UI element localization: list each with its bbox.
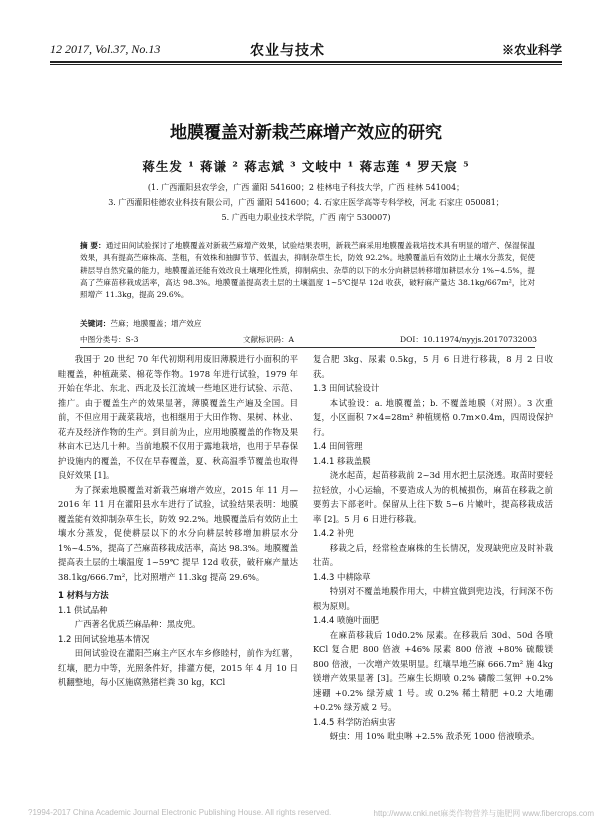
meta-divider	[80, 347, 535, 348]
section-label: ※农业科学	[501, 43, 562, 57]
body-paragraph: 浇水起苗，起苗移栽前 2~3d 用水把土层浇透。取苗时要轻拉轻放，小心运输，不要造成人为的机械损伤，麻苗在移栽之前要剪去下部老叶。保留从上往下数 5~6 片嫩叶，提高移栽成活率 [2]。5 月 6 日进行移栽。	[313, 470, 553, 524]
subsubsection-heading: 1.4.2 补兜	[313, 528, 354, 538]
doi: DOI：10.11974/nyyjs.20170732003	[400, 335, 537, 344]
body-paragraph: 我国于 20 世纪 70 年代初期利用废旧薄膜进行小面积的平畦覆盖，种植蔬菜、棉花等作物。1978 年进行试验，1979 年开始在华北、东北、西北及长江流域一些地区进行试验、示范、推广。由于覆盖生产的效果显著，薄膜覆盖生产遍及全国。目前，不但应用于蔬菜栽培，也相继用于大田作物、果树、林业、花卉及经济作物的生产。到目前为止，应用地膜覆盖的作物及果林亩木已达几十种。当前地膜不仅用于露地栽培，也用于早春保护设施内的覆盖，不仅在早春覆盖，夏、秋高温季节覆盖也取得良好效果 [1]。	[58, 354, 298, 480]
body-paragraph: 特别对不覆盖地膜作用大，中耕宜做到兜边浅，行间深不伤根为原则。	[313, 586, 553, 611]
copyright-notice: ?1994-2017 China Academic Journal Electronic Publishing House. All rights reserved.	[28, 808, 332, 817]
paper-title: 地膜覆盖对新栽苎麻增产效应的研究	[170, 123, 442, 143]
subsubsection-heading: 1.4.1 移栽盖膜	[313, 455, 371, 466]
header-rule-thick	[50, 61, 562, 63]
affiliation-line-3: 5. 广西电力职业技术学院，广西 南宁 530007)	[221, 213, 391, 222]
author-list: 蒋生发 ¹ 蒋谦 ² 蒋志斌 ³ 文岐中 ¹ 蒋志莲 ⁴ 罗天宸 ⁵	[142, 159, 470, 174]
keywords-text: 苎麻；地膜覆盖；增产效应	[110, 319, 202, 328]
running-header	[50, 34, 562, 60]
affiliation-line-1: (1. 广西灌阳县农学会，广西 灌阳 541600；2 桂林电子科技大学，广西 桂林 541004；	[147, 183, 465, 192]
subsubsection-heading: 1.4.3 中耕除草	[313, 571, 371, 582]
right-column	[313, 352, 553, 744]
affiliation-line-2: 3. 广西灌阳桂德农业科技有限公司，广西 灌阳 541600；4. 石家庄医学高等专科学校，河北 石家庄 050081；	[108, 198, 504, 207]
subsubsection-heading: 1.4.5 科学防治病虫害	[313, 716, 396, 727]
keywords-label: 关键词：	[80, 319, 111, 328]
journal-issue: 12 2017, Vol.37, No.13	[50, 42, 161, 56]
left-column	[58, 352, 298, 690]
body-paragraph: 在麻苗移栽后 10d0.2% 尿素。在移栽后 30d、50d 各喷 KCl 复合肥 800 倍液 +46% 尿素 800 倍液 +80% 硫酸镁 800 倍液，一次增产效果明显。红壤旱地苎麻 666.7m² 施 4kg 镁增产效果显著 [3]。苎麻生长期喷 0.2% 磷酸二氢钾 +0.2% 速硼 +0.2% 绿芳威 1 号。或 0.2% 稀土精肥 +0.2 大地硼 +0.2% 绿芳威 2 号。	[313, 629, 553, 712]
subsection-heading: 1.4 田间管理	[313, 441, 363, 451]
body-paragraph: 复合肥 3kg、尿素 0.5kg，5 月 6 日进行移栽，8 月 2 日收获。	[313, 354, 553, 379]
clc-number: 中图分类号：S-3	[80, 335, 139, 344]
subsubsection-heading: 1.4.4 喷施叶面肥	[313, 615, 379, 625]
abstract-label: 摘 要：	[80, 241, 106, 250]
body-paragraph: 移栽之后，经常检查麻株的生长情况，发现缺兜应及时补栽壮苗。	[313, 542, 553, 567]
body-paragraph: 广西著名优质苎麻品种：黑皮兜。	[74, 619, 201, 629]
body-paragraph: 为了探索地膜覆盖对新栽苎麻增产效应，2015 年 11 月—2016 年 11 月在灌阳县水车进行了试验，试验结果表明：地膜覆盖能有效抑制杂草生长，防效 92.2%。地膜覆盖后有效防止土壤水分蒸发，促使耕层以下的水分向耕层转移增加耕层水分 1%~4.5%，提高了苎麻苗移栽成活率，高达 98.3%。地膜覆盖提高表土层的土壤温度 1~59℃ 提早 12d 收获，破秆麻产量达 38.1kg/666.7m²，比对照增产 11.3kg 提高 29.6%。	[58, 484, 298, 582]
body-paragraph: 本试验设：a. 地膜覆盖；b. 不覆盖地膜（对照）。3 次重复，小区面积 7×4=28m² 种植规格 0.7m×0.4m，四周设保护行。	[313, 397, 553, 437]
website-watermark: http://www.cnki.net麻类作物营养与施肥网 www.fibercrops.com	[373, 809, 594, 818]
document-code: 文献标识码：A	[243, 335, 295, 344]
abstract	[80, 240, 535, 301]
abstract-text: 通过田间试验探讨了地膜覆盖对新栽苎麻增产效果，试验结果表明，新栽苎麻采用地膜覆盖栽培技术具有明显的增产、保湿保温效果，具有提高苎麻株高、茎粗，有效株和抽脚节节、低温去，抑制杂草生长，防效 92.2%。地膜覆盖后有效防止土壤水分蒸发，促使耕层导自然究量的能力，地膜覆盖还能有效改良土壤理化性质，抑制病虫、杂草的以下的水分向耕层转移增加耕层水分 1%~4.5%，提高了苎麻苗移栽成活率，高达 98.3%。地膜覆盖提高表土层的土壤温度 1~5℃提早 12d 收获，破籽麻产量达 38.1kg/667m²，比对照增产 11.3kg，提高 29.6%。	[80, 241, 535, 300]
body-paragraph: 蚜虫：用 10% 吡虫啉 +2.5% 敌杀死 1000 倍液喷杀。	[329, 731, 540, 741]
subsection-heading: 1.3 田间试验设计	[313, 383, 380, 393]
journal-title: 农业与技术	[250, 43, 325, 59]
keywords	[80, 318, 202, 329]
subsection-heading: 1.2 田间试验地基本情况	[58, 633, 150, 644]
body-paragraph: 田间试验设在灌阳苎麻主产区水车乡修睦村，前作为红薯，红壤，肥力中等，光照条件好，排灌方便，2015 年 4 月 10 日机翻整地，每小区施腐熟猪栏粪 30 kg，KCl	[58, 648, 298, 687]
section-heading: 1 材料与方法	[58, 590, 109, 600]
header-rule-thin	[50, 64, 562, 65]
subsection-heading: 1.1 供试品种	[58, 604, 108, 615]
